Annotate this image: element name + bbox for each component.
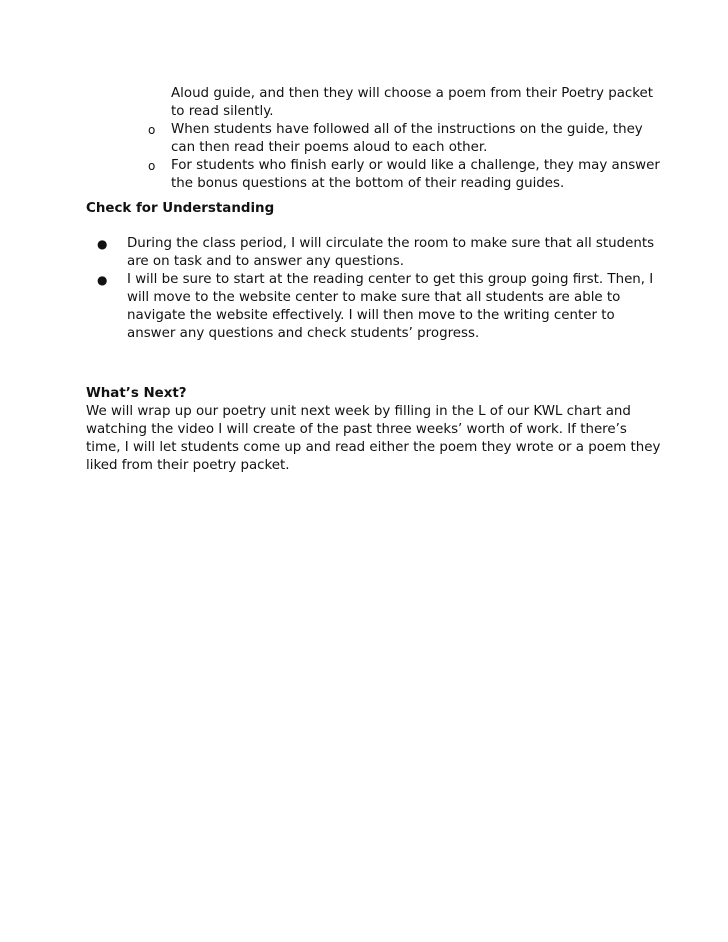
paragraph-line: watching the video I will create of the past three weeks’ worth of work. If there’s: [86, 422, 627, 437]
text-line: navigate the website effectively. I will then move to the writing center to: [127, 308, 615, 323]
continued-sub-list: [148, 85, 668, 193]
understanding-bullet-list: [97, 235, 657, 343]
text-line: During the class period, I will circulate the room to make sure that all students: [127, 236, 655, 251]
bullet-list-item: [97, 271, 657, 343]
sub-list-item: [148, 157, 668, 193]
filled-bullet-icon: ●: [97, 237, 108, 251]
section-heading-check-for-understanding: Check for Understanding: [86, 201, 275, 216]
text-line: answer any questions and check students’ progress.: [127, 326, 480, 341]
paragraph-line: We will wrap up our poetry unit next week by filling in the L of our KWL chart and: [86, 404, 631, 419]
text-line: Aloud guide, and then they will choose a poem from their Poetry packet: [171, 86, 654, 101]
filled-bullet-icon: ●: [97, 273, 108, 287]
text-line: to read silently.: [171, 104, 274, 119]
hollow-bullet-icon: o: [148, 123, 156, 137]
text-line: can then read their poems aloud to each other.: [171, 140, 488, 155]
hollow-bullet-icon: o: [148, 159, 156, 173]
text-line: are on task and to answer any questions.: [127, 254, 405, 269]
text-line: I will be sure to start at the reading center to get this group going first. Then, I: [127, 272, 654, 287]
bullet-list-item: [97, 235, 657, 271]
sub-list-item: [148, 85, 668, 121]
section-heading-whats-next: What’s Next?: [86, 386, 187, 401]
whats-next-section: [86, 385, 666, 475]
paragraph-line: time, I will let students come up and read either the poem they wrote or a poem they: [86, 440, 661, 455]
text-line: When students have followed all of the instructions on the guide, they: [171, 122, 643, 137]
text-line: the bonus questions at the bottom of their reading guides.: [171, 176, 565, 191]
text-line: will move to the website center to make sure that all students are able to: [127, 290, 621, 305]
paragraph-line: liked from their poetry packet.: [86, 458, 290, 473]
sub-list-item: [148, 121, 668, 157]
text-line: For students who finish early or would like a challenge, they may answer: [171, 158, 660, 173]
